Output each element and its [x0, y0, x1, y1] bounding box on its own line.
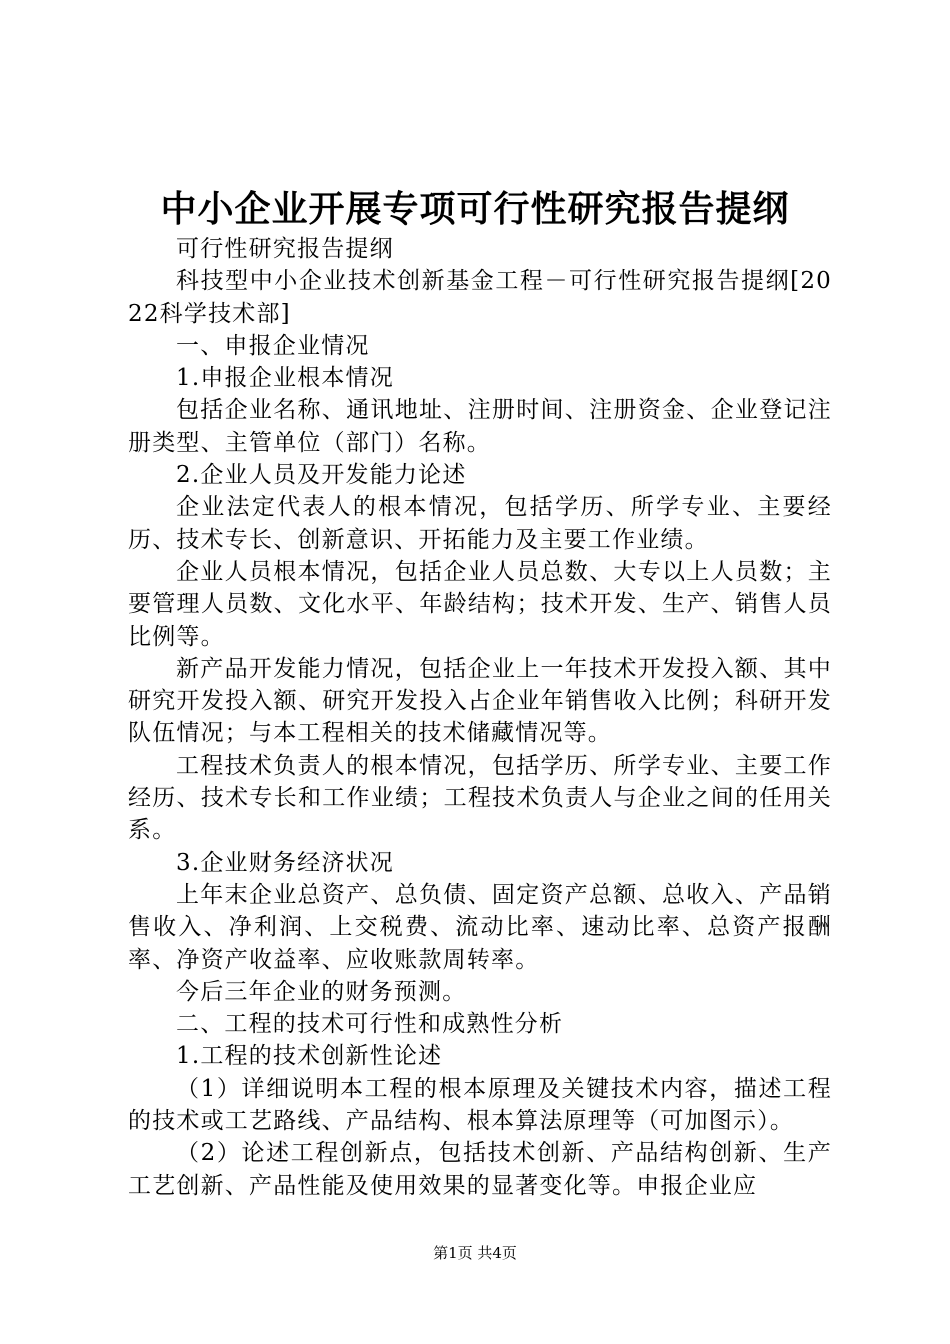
list-item: （2）论述工程创新点，包括技术创新、产品结构创新、生产工艺创新、产品性能及使用效果的显著变化等。申报企业应	[128, 1140, 832, 1199]
paragraph: 今后三年企业的财务预测。	[176, 978, 467, 1005]
paragraph: 企业法定代表人的根本情况，包括学历、所学专业、主要经历、技术专长、创新意识、开拓能力及主要工作业绩。	[128, 494, 832, 553]
paragraph: 企业人员根本情况，包括企业人员总数、大专以上人员数；主要管理人员数、文化水平、年龄结构；技术开发、生产、销售人员比例等。	[128, 558, 832, 650]
paragraph: 上年末企业总资产、总负债、固定资产总额、总收入、产品销售收入、净利润、上交税费、流动比率、速动比率、总资产报酬率、净资产收益率、应收账款周转率。	[128, 881, 832, 973]
paragraph-subtitle: 可行性研究报告提纲	[176, 236, 394, 262]
paragraph: 包括企业名称、通讯地址、注册时间、注册资金、企业登记注册类型、主管单位（部门）名称。	[128, 397, 832, 456]
section-heading-2: 二、工程的技术可行性和成熟性分析	[176, 1011, 564, 1038]
paragraph: 新产品开发能力情况，包括企业上一年技术开发投入额、其中研究开发投入额、研究开发投入占企业年销售收入比例；科研开发队伍情况；与本工程相关的技术储藏情况等。	[128, 655, 832, 747]
document-title: 中小企业开展专项可行性研究报告提纲	[160, 188, 790, 230]
page-footer: 第1页 共4页	[433, 1244, 517, 1262]
subsection-heading-1-1: 1.申报企业根本情况	[176, 365, 394, 392]
subsection-heading-1-2: 2.企业人员及开发能力论述	[176, 462, 467, 489]
paragraph-source: 科技型中小企业技术创新基金工程－可行性研究报告提纲[2022科学技术部]	[128, 268, 832, 327]
list-item: （1）详细说明本工程的根本原理及关键技术内容，描述工程的技术或工艺路线、产品结构、根本算法原理等（可加图示）。	[128, 1075, 832, 1135]
subsection-heading-2-1: 1.工程的技术创新性论述	[176, 1043, 443, 1070]
section-heading-1: 一、申报企业情况	[176, 332, 370, 359]
subsection-heading-1-3: 3.企业财务经济状况	[176, 849, 394, 876]
document-body	[128, 233, 832, 1202]
paragraph: 工程技术负责人的根本情况，包括学历、所学专业、主要工作经历、技术专长和工作业绩；工程技术负责人与企业之间的任用关系。	[128, 752, 832, 844]
